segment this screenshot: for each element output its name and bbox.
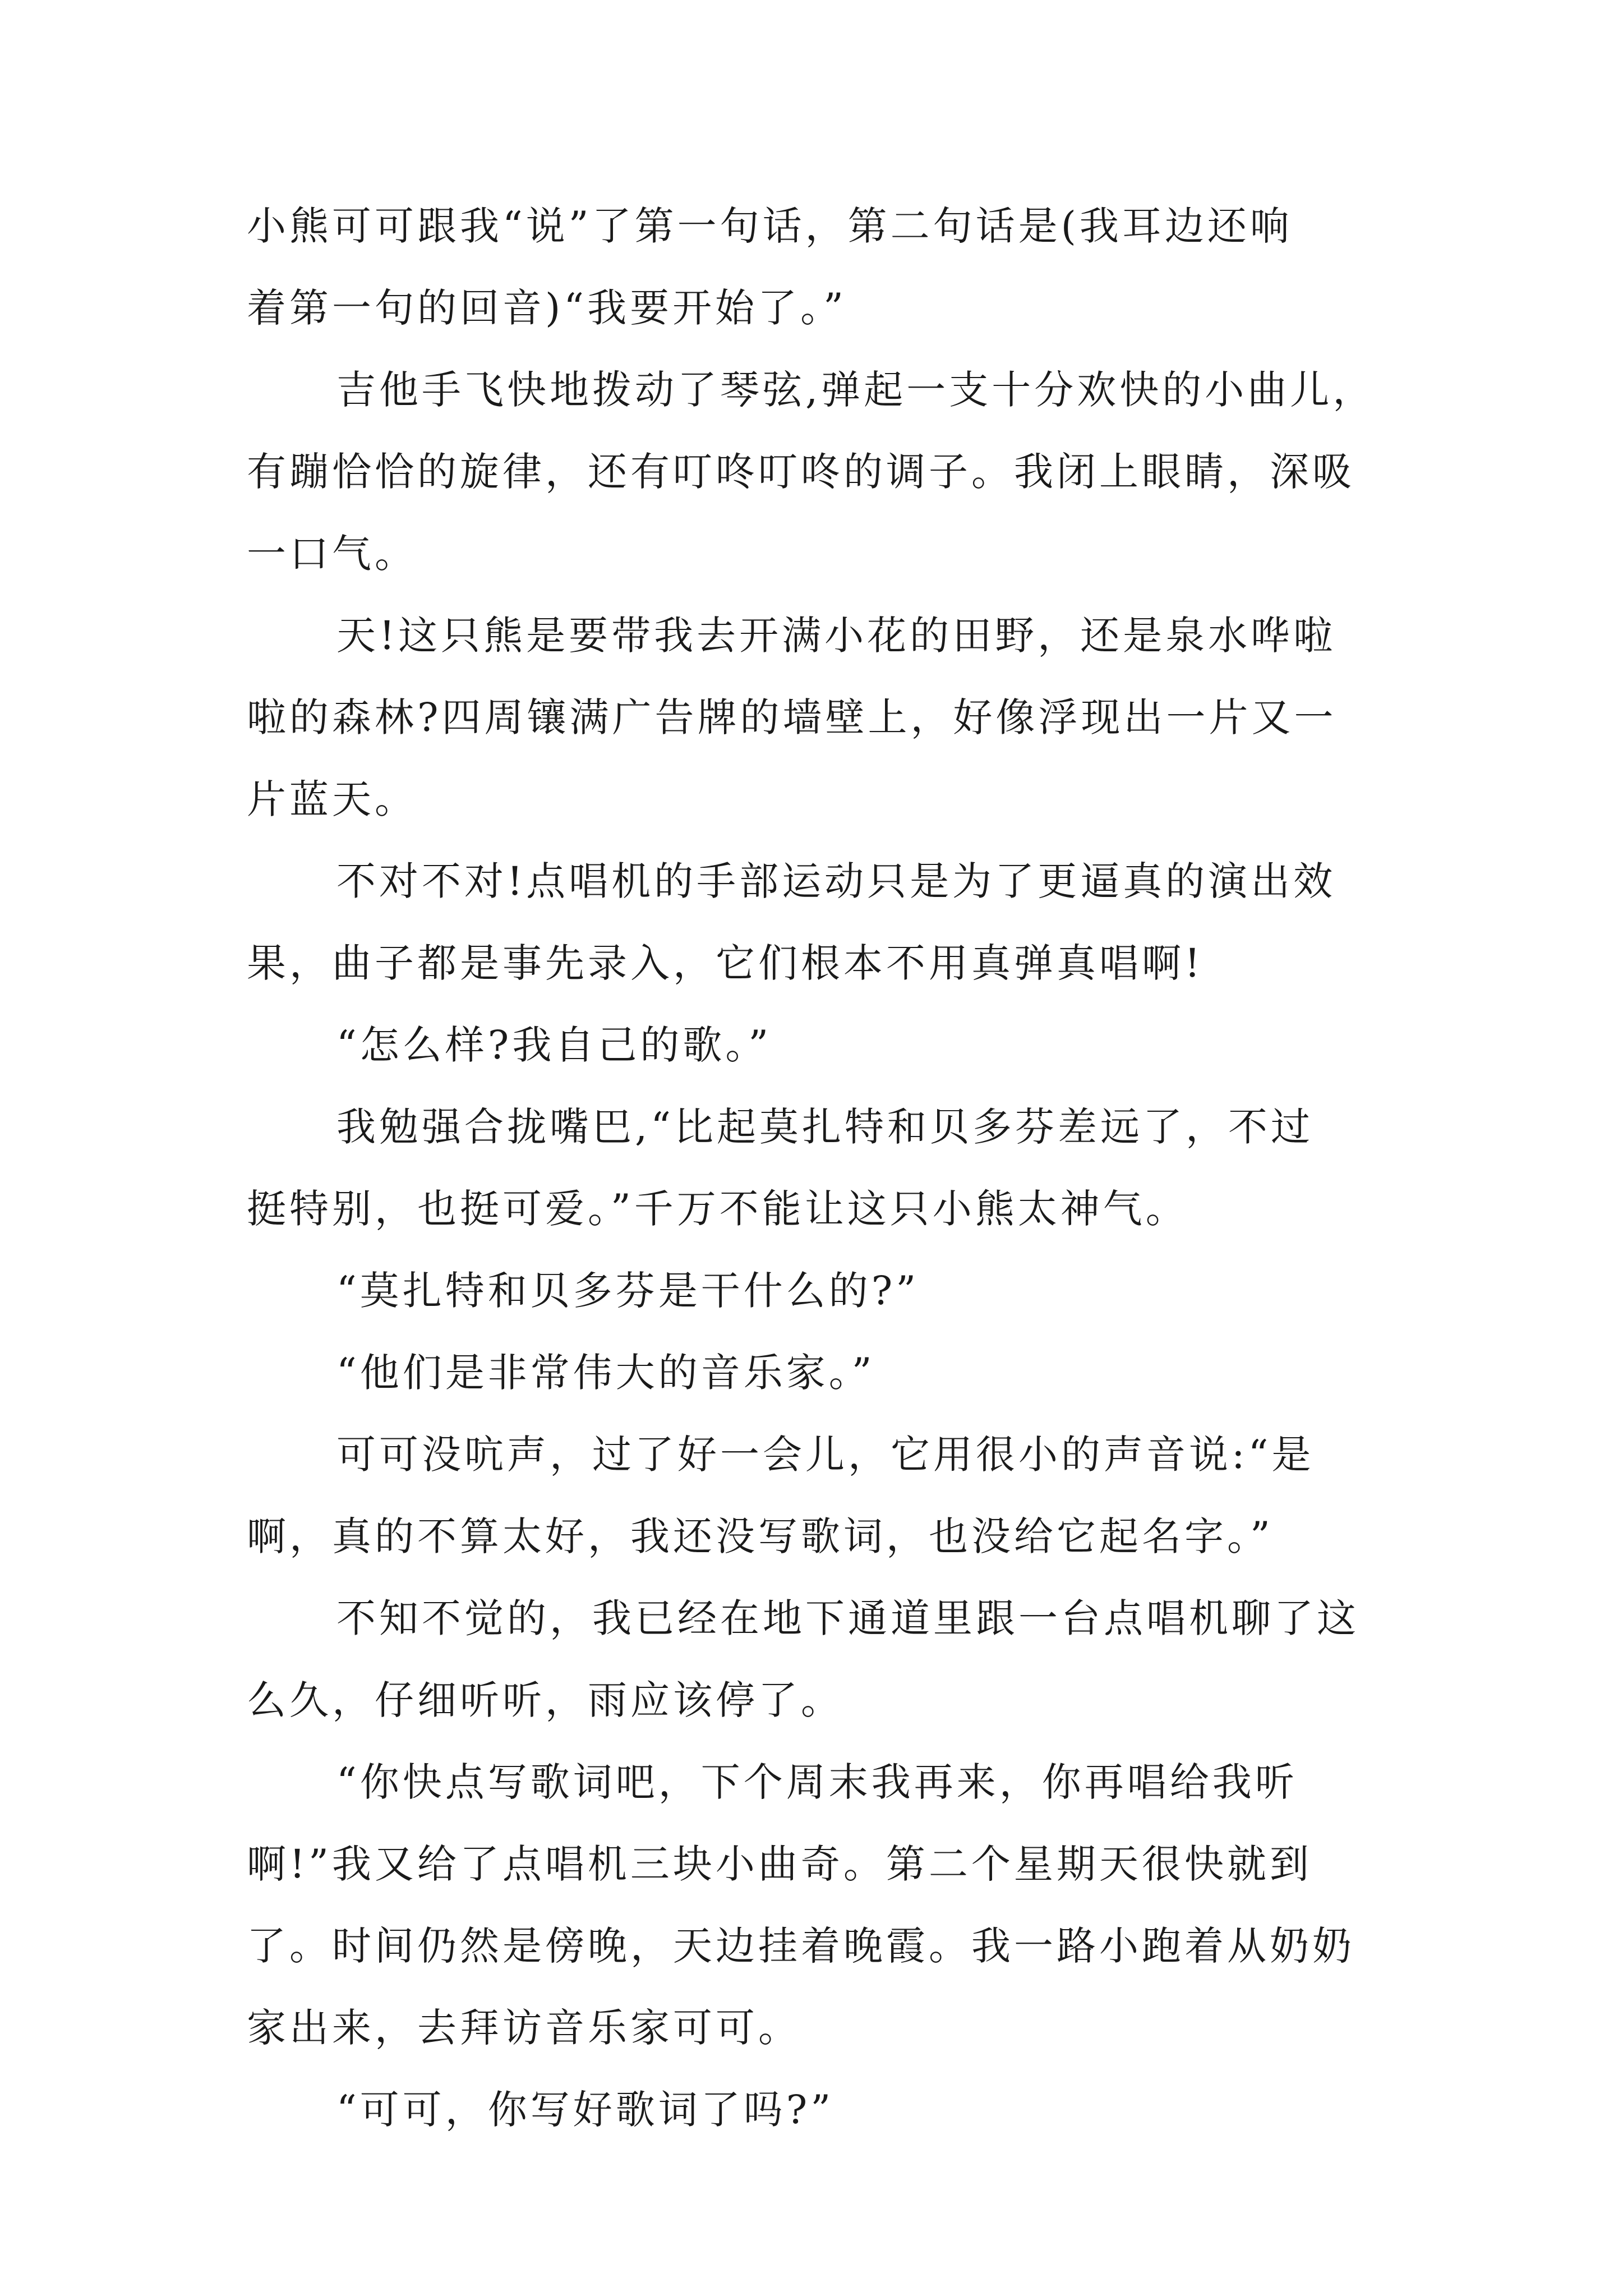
text-line: 果，曲子都是事先录入，它们根本不用真弹真唱啊!	[247, 940, 1204, 986]
paragraph-start-line: “你快点写歌词吧，下个周末我再来，你再唱给我听	[336, 1759, 1298, 1805]
text-line: 了。时间仍然是傍晚，天边挂着晚霞。我一路小跑着从奶奶	[247, 1923, 1355, 1969]
text-line: 有蹦恰恰的旋律，还有叮咚叮咚的调子。我闭上眼睛，深吸	[247, 449, 1355, 495]
paragraph-start-line: 天!这只熊是要带我去开满小花的田野，还是泉水哗啦	[336, 613, 1336, 659]
paragraph-start-line: 不知不觉的，我已经在地下通道里跟一台点唱机聊了这	[336, 1595, 1359, 1641]
paragraph-start-line: 吉他手飞快地拨动了琴弦,弹起一支十分欢快的小曲儿，	[336, 367, 1376, 413]
text-line: 啊!”我又给了点唱机三块小曲奇。第二个星期天很快就到	[247, 1841, 1312, 1887]
text-line: 着第一句的回音)“我要开始了。”	[247, 285, 847, 331]
paragraph-start-line: 可可没吭声，过了好一会儿，它用很小的声音说:“是	[336, 1432, 1315, 1478]
text-line: 挺特别，也挺可爱。”千万不能让这只小熊太神气。	[247, 1186, 1188, 1232]
text-line: 啊，真的不算太好，我还没写歌词，也没给它起名字。”	[247, 1513, 1274, 1559]
text-line: 片蓝天。	[247, 776, 417, 822]
text-line: 么久，仔细听听，雨应该停了。	[247, 1677, 843, 1723]
text-line: 小熊可可跟我“说”了第一句话，第二句话是(我耳边还响	[247, 203, 1293, 249]
paragraph-start-line: “莫扎特和贝多芬是干什么的?”	[336, 1268, 920, 1314]
paragraph-start-line: 不对不对!点唱机的手部运动只是为了更逼真的演出效	[336, 858, 1336, 904]
paragraph-start-line: “怎么样?我自己的歌。”	[336, 1022, 772, 1068]
story-text	[247, 185, 1424, 2151]
paragraph-start-line: “可可，你写好歌词了吗?”	[336, 2087, 834, 2133]
text-line: 啦的森林?四周镶满广告牌的墙壁上，好像浮现出一片又一	[247, 694, 1337, 740]
paragraph-start-line: “他们是非常伟大的音乐家。”	[336, 1350, 875, 1396]
text-line: 家出来，去拜访音乐家可可。	[247, 2005, 801, 2051]
text-line: 一口气。	[247, 531, 417, 577]
paragraph-start-line: 我勉强合拢嘴巴,“比起莫扎特和贝多芬差远了，不过	[336, 1104, 1314, 1150]
